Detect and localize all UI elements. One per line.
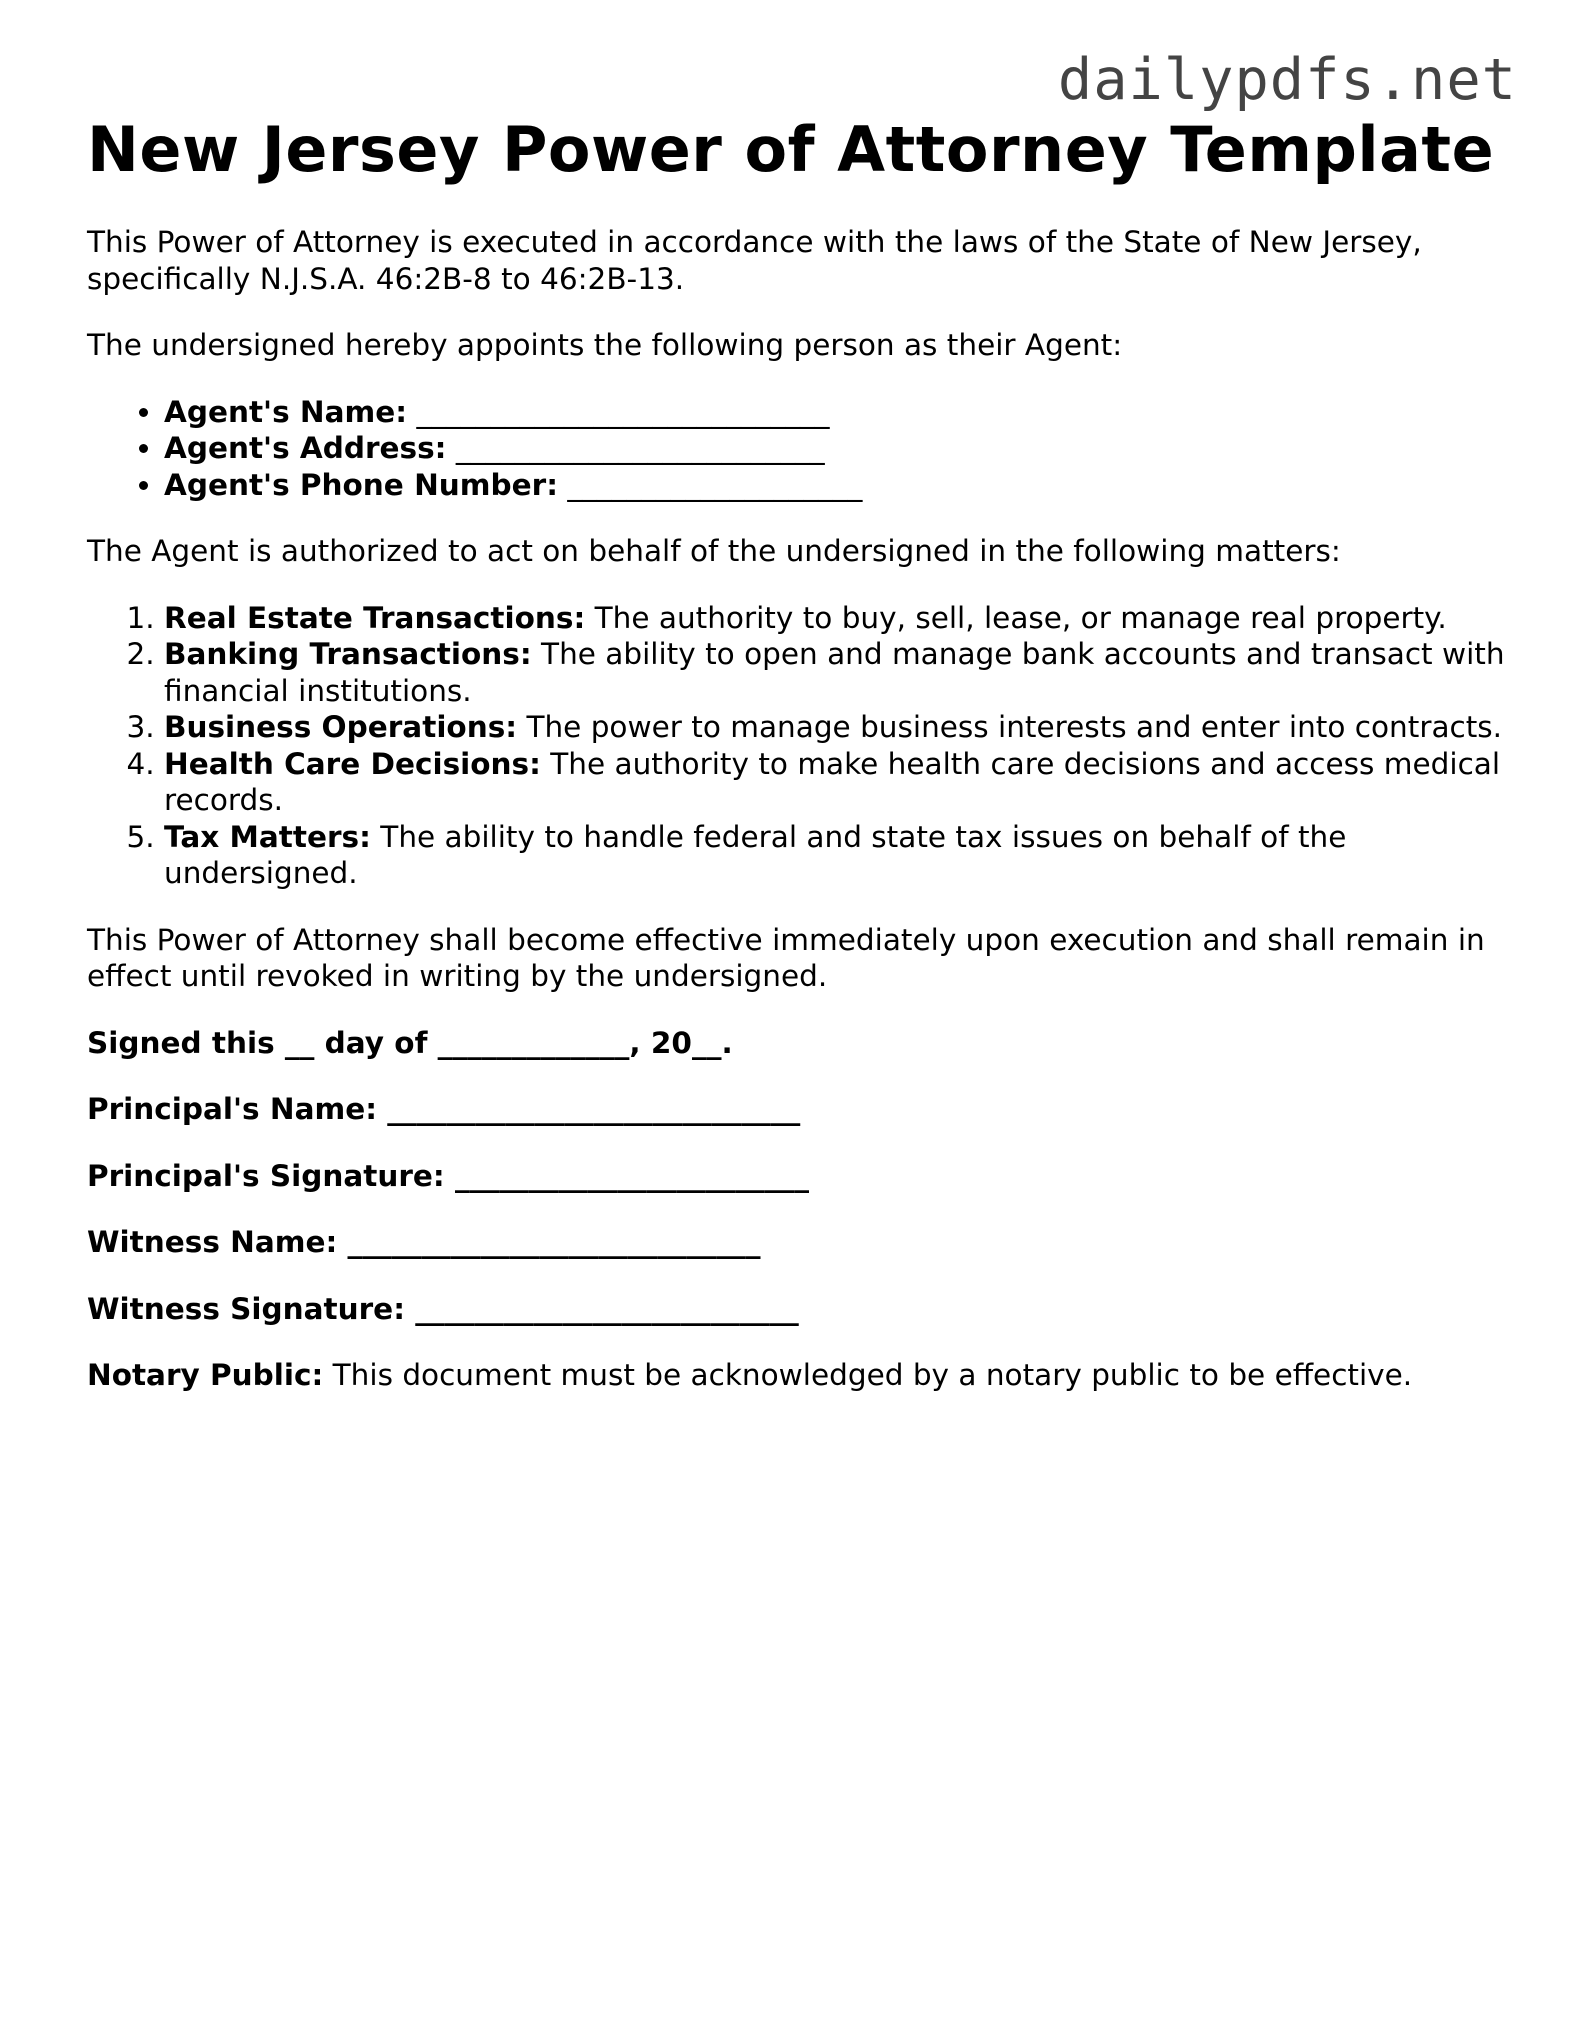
agent-fields-list — [87, 394, 1507, 504]
agent-phone-field: • Agent's Phone Number: ____________________ — [164, 467, 1507, 504]
witness-signature-line: Witness Signature: __________________________ — [87, 1291, 799, 1326]
notary-paragraph: Notary Public: This document must be acknowledged by a notary public to be effective. — [87, 1358, 1413, 1392]
appoint-paragraph: The undersigned hereby appoints the following person as their Agent: — [87, 328, 1123, 362]
watermark: dailypdfs.net — [1057, 47, 1517, 113]
matter-item: 1. Real Estate Transactions: The authority to buy, sell, lease, or manage real property. — [164, 600, 1507, 637]
intro-paragraph: This Power of Attorney is executed in accordance with the laws of the State of New Jersey, specifically N.J.S.A. 46:2B-8 to 46:2B-13. — [87, 225, 1422, 296]
principal-name-line: Principal's Name: ____________________________ — [87, 1092, 801, 1126]
matter-item: 5. Tax Matters: The ability to handle federal and state tax issues on behalf of the undersigned. — [164, 819, 1507, 892]
signed-date-line: Signed this __ day of _____________, 20__. — [87, 1025, 733, 1060]
authority-paragraph: The Agent is authorized to act on behalf of the undersigned in the following matters: — [87, 534, 1341, 568]
matter-item: 2. Banking Transactions: The ability to open and manage bank accounts and transact with financial institutions. — [164, 636, 1507, 709]
document-title: New Jersey Power of Attorney Template — [87, 113, 1495, 186]
principal-signature-line: Principal's Signature: ________________________ — [87, 1158, 809, 1193]
effective-paragraph: This Power of Attorney shall become effective immediately upon execution and shall remain in effect until revoked in writing by the undersigned. — [87, 922, 1485, 993]
agent-name-field: • Agent's Name: ____________________________ — [164, 394, 1507, 431]
witness-name-line: Witness Name: ____________________________ — [87, 1225, 761, 1259]
matters-list — [87, 600, 1507, 892]
document-body — [87, 112, 1507, 1394]
agent-address-field: • Agent's Address: _________________________ — [164, 430, 1507, 467]
matter-item: 3. Business Operations: The power to manage business interests and enter into contracts. — [164, 709, 1507, 746]
matter-item: 4. Health Care Decisions: The authority to make health care decisions and access medical records. — [164, 746, 1507, 819]
